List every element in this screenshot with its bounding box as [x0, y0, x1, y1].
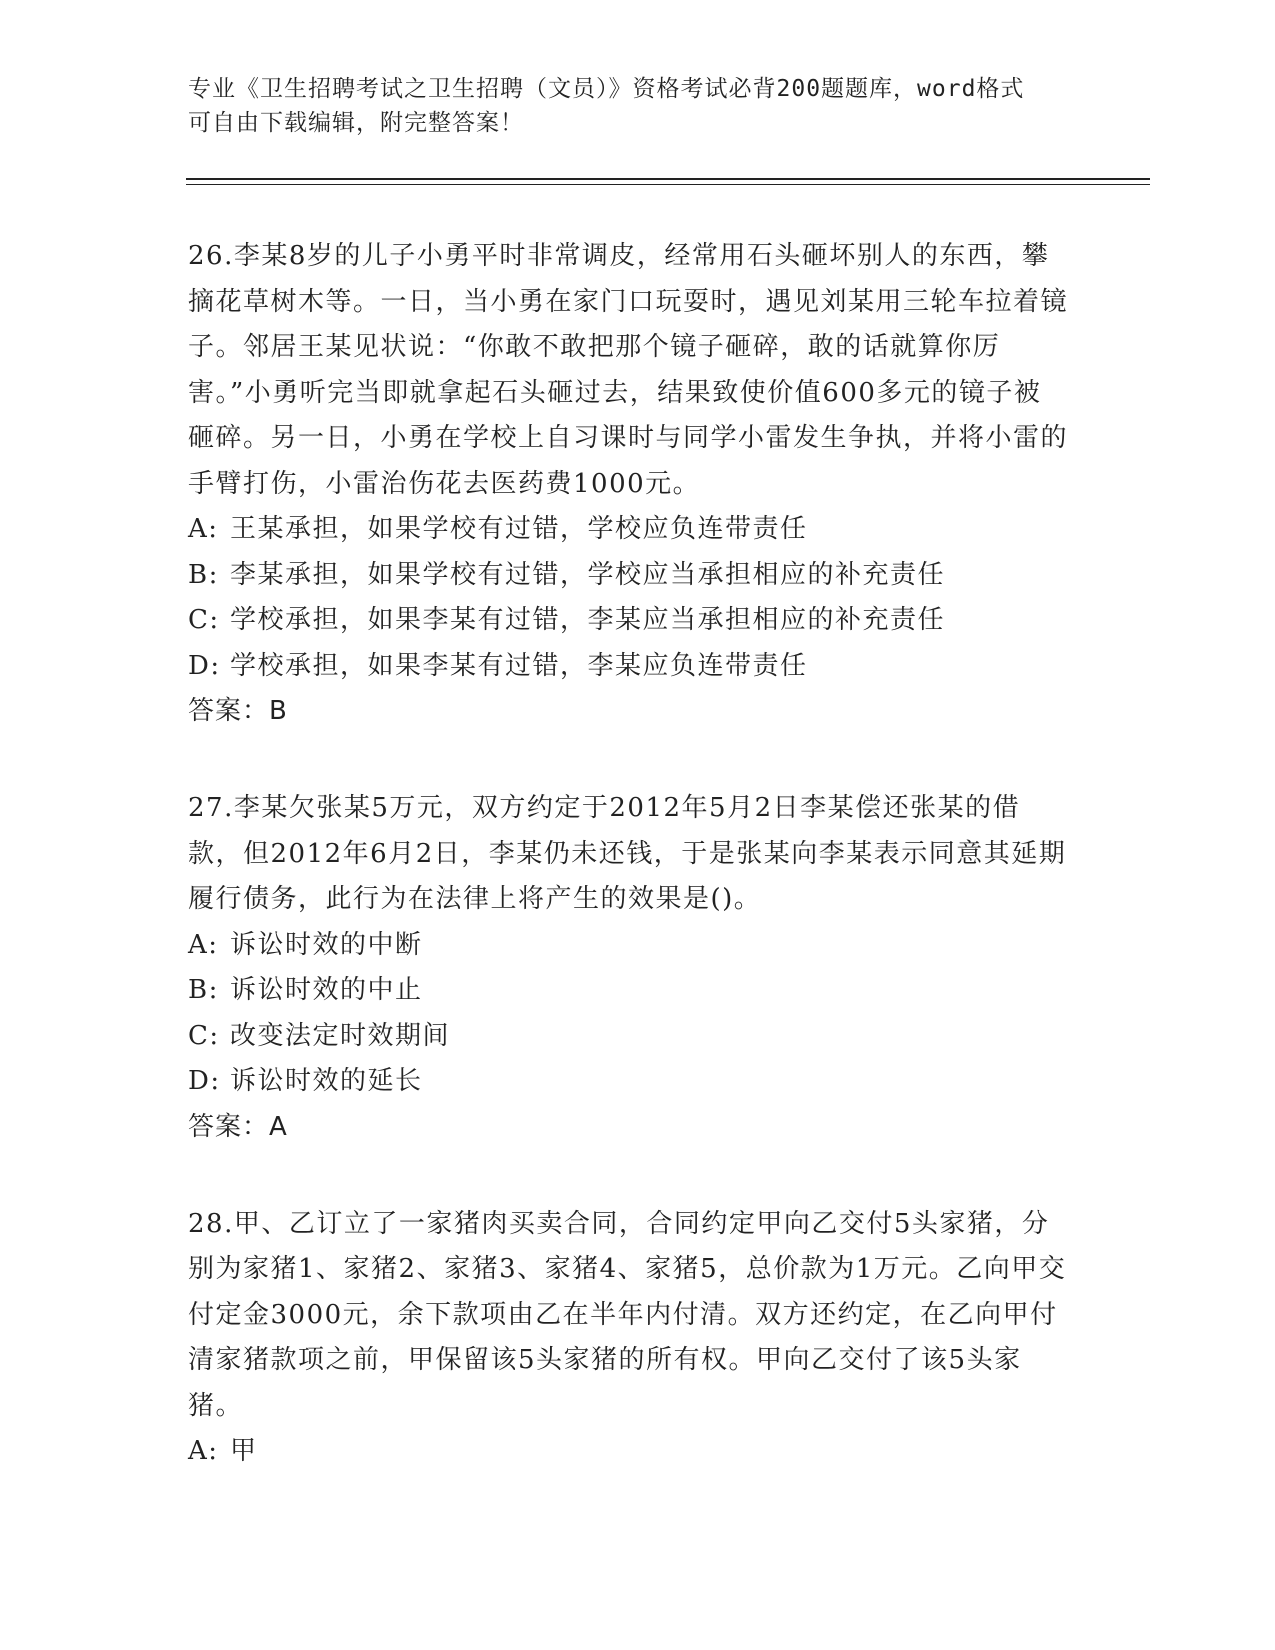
question-text: 26.李某8岁的儿子小勇平时非常调皮，经常用石头砸坏别人的东西，攀摘花草树木等。一日，当小勇在家门口玩耍时，遇见刘某用三轮车拉着镜子。邻居王某见状说：“你敢不敢把那个镜子砸碎，敢的话就算你厉害。”小勇听完当即就拿起石头砸过去，结果致使价值600多元的镜子被砸碎。另一日，小勇在学校上自习课时与同学小雷发生争执，并将小雷的手臂打伤，小雷治伤花去医药费1000元。 — [188, 241, 1069, 499]
option-letter: C: — [188, 605, 220, 635]
question-27 — [188, 786, 1068, 1150]
option-text: 诉讼时效的中止 — [230, 975, 423, 1005]
header-line-2: 可自由下载编辑，附完整答案！ — [188, 110, 524, 136]
answer-line: 答案：A — [188, 1111, 288, 1142]
option-c — [188, 1014, 1068, 1060]
option-text: 改变法定时效期间 — [230, 1020, 451, 1051]
question-28 — [188, 1202, 1068, 1475]
question-text: 28.甲、乙订立了一家猪肉买卖合同，合同约定甲向乙交付5头家猪，分别为家猪1、家猪2、家猪3、家猪4、家猪5，总价款为1万元。乙向甲交付定金3000元，余下款项由乙在半年内付清。双方还约定，在乙向甲付清家猪款项之前，甲保留该5头家猪的所有权。甲向乙交付了该5头家猪。 — [188, 1208, 1067, 1421]
document-header — [188, 72, 1068, 140]
option-text: 诉讼时效的中断 — [230, 929, 423, 960]
option-a — [188, 1429, 1068, 1475]
answer-line: 答案：B — [188, 696, 288, 726]
header-line-1: 专业《卫生招聘考试之卫生招聘（文员）》资格考试必背200题题库，word格式 — [188, 76, 1025, 102]
option-letter: D: — [188, 1066, 221, 1096]
option-letter: A: — [188, 514, 219, 544]
option-text: 甲 — [230, 1436, 258, 1466]
question-26 — [188, 234, 1068, 734]
option-b — [188, 553, 1068, 599]
option-letter: A: — [188, 1436, 219, 1466]
option-text: 诉讼时效的延长 — [230, 1066, 423, 1096]
option-letter: B: — [188, 559, 219, 590]
option-letter: D: — [188, 650, 221, 681]
option-letter: C: — [188, 1020, 220, 1051]
option-d — [188, 644, 1068, 690]
option-text: 李某承担，如果学校有过错，学校应当承担相应的补充责任 — [230, 559, 946, 590]
option-d — [188, 1059, 1068, 1105]
option-b — [188, 968, 1068, 1014]
question-list — [188, 234, 1068, 1527]
header-divider-thick — [186, 178, 1150, 180]
option-text: 学校承担，如果李某有过错，李某应负连带责任 — [230, 650, 808, 681]
header-divider-thin — [186, 184, 1150, 185]
option-letter: A: — [188, 929, 219, 960]
option-c — [188, 598, 1068, 644]
option-a — [188, 507, 1068, 553]
option-letter: B: — [188, 975, 219, 1005]
question-text: 27.李某欠张某5万元，双方约定于2012年5月2日李某偿还张某的借款，但2012年6月2日，李某仍未还钱，于是张某向李某表示同意其延期履行债务，此行为在法律上将产生的效果是()。 — [188, 793, 1067, 914]
option-text: 王某承担，如果学校有过错，学校应负连带责任 — [230, 514, 808, 544]
option-a — [188, 923, 1068, 969]
option-text: 学校承担，如果李某有过错，李某应当承担相应的补充责任 — [230, 605, 946, 635]
